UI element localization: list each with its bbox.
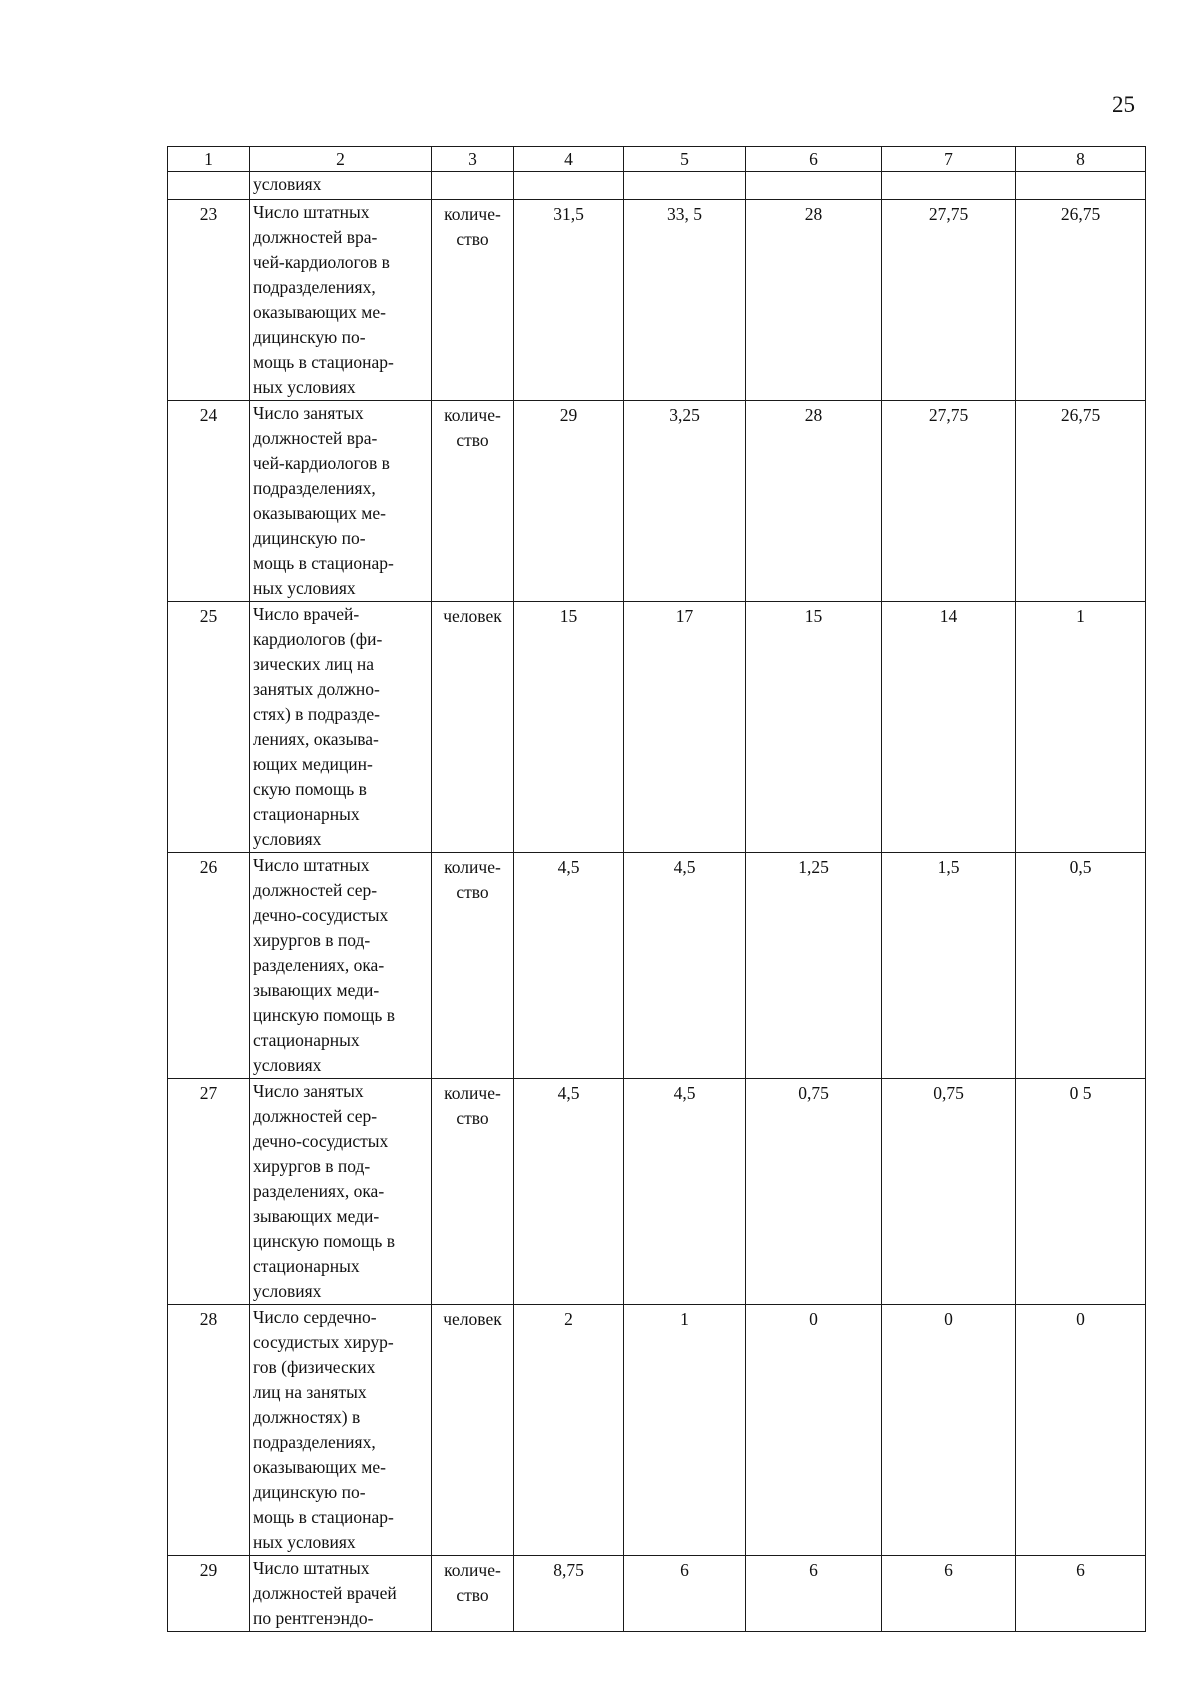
continuation-row xyxy=(168,172,1146,200)
value-cell: 1,5 xyxy=(882,853,1016,1079)
value-cell: 0 xyxy=(746,1305,882,1556)
value-cell: 4,5 xyxy=(514,1079,624,1305)
table-row xyxy=(168,1556,1146,1632)
value-cell: 15 xyxy=(746,602,882,853)
value-cell: 6 xyxy=(882,1556,1016,1632)
value-cell: 29 xyxy=(514,401,624,602)
value-cell: 0,75 xyxy=(746,1079,882,1305)
value-cell: 1 xyxy=(1016,602,1146,853)
row-unit: человек xyxy=(432,1305,514,1556)
row-description: условиях xyxy=(250,172,432,200)
value-cell: 0,75 xyxy=(882,1079,1016,1305)
header-cell: 5 xyxy=(624,147,746,172)
header-cell: 3 xyxy=(432,147,514,172)
row-number: 23 xyxy=(168,200,250,401)
header-row xyxy=(168,147,1146,172)
header-cell: 7 xyxy=(882,147,1016,172)
row-number: 29 xyxy=(168,1556,250,1632)
header-cell: 6 xyxy=(746,147,882,172)
value-cell: 1,25 xyxy=(746,853,882,1079)
value-cell: 4,5 xyxy=(624,853,746,1079)
value-cell: 8,75 xyxy=(514,1556,624,1632)
row-description: Число штатных должностей вра- чей-кардиологов в подразделениях, оказывающих ме- дицинскую по- мощь в стационар- ных условиях xyxy=(250,200,432,401)
value-cell: 28 xyxy=(746,200,882,401)
value-cell: 4,5 xyxy=(514,853,624,1079)
value-cell: 0 xyxy=(1016,1305,1146,1556)
value-cell: 0 5 xyxy=(1016,1079,1146,1305)
row-number-cell xyxy=(168,172,250,200)
value-cell: 0,5 xyxy=(1016,853,1146,1079)
table-row xyxy=(168,200,1146,401)
table-row xyxy=(168,1305,1146,1556)
header-cell: 4 xyxy=(514,147,624,172)
value-cell xyxy=(624,172,746,200)
table-header xyxy=(168,147,1146,172)
value-cell: 14 xyxy=(882,602,1016,853)
page-number: 25 xyxy=(1112,92,1135,117)
value-cell xyxy=(1016,172,1146,200)
value-cell: 33, 5 xyxy=(624,200,746,401)
row-unit: человек xyxy=(432,602,514,853)
header-cell: 8 xyxy=(1016,147,1146,172)
table-row xyxy=(168,853,1146,1079)
row-number: 26 xyxy=(168,853,250,1079)
row-description: Число занятых должностей вра- чей-кардиологов в подразделениях, оказывающих ме- дицинскую по- мощь в стационар- ных условиях xyxy=(250,401,432,602)
row-unit: количе- ство xyxy=(432,200,514,401)
row-number: 27 xyxy=(168,1079,250,1305)
value-cell: 6 xyxy=(1016,1556,1146,1632)
value-cell: 1 xyxy=(624,1305,746,1556)
value-cell: 0 xyxy=(882,1305,1016,1556)
value-cell: 27,75 xyxy=(882,200,1016,401)
value-cell: 6 xyxy=(624,1556,746,1632)
value-cell: 3,25 xyxy=(624,401,746,602)
table-row xyxy=(168,602,1146,853)
value-cell xyxy=(882,172,1016,200)
value-cell: 15 xyxy=(514,602,624,853)
table-row xyxy=(168,1079,1146,1305)
value-cell: 28 xyxy=(746,401,882,602)
row-unit: количе- ство xyxy=(432,1079,514,1305)
row-description: Число штатных должностей сер- дечно-сосудистых хирургов в под- разделениях, ока- зывающих меди- цинскую помощь в стационарных условиях xyxy=(250,853,432,1079)
header-cell: 2 xyxy=(250,147,432,172)
value-cell: 31,5 xyxy=(514,200,624,401)
row-unit: количе- ство xyxy=(432,1556,514,1632)
row-description: Число сердечно- сосудистых хирур- гов (физических лиц на занятых должностях) в подразделениях, оказывающих ме- дицинскую по- мощь в стационар- ных условиях xyxy=(250,1305,432,1556)
row-description: Число врачей- кардиологов (фи- зических лиц на занятых должно- стях) в подразде- лениях, оказыва- ющих медицин- скую помощь в стационарных условиях xyxy=(250,602,432,853)
row-description: Число занятых должностей сер- дечно-сосудистых хирургов в под- разделениях, ока- зывающих меди- цинскую помощь в стационарных условиях xyxy=(250,1079,432,1305)
value-cell: 6 xyxy=(746,1556,882,1632)
value-cell: 17 xyxy=(624,602,746,853)
value-cell xyxy=(514,172,624,200)
table-row xyxy=(168,401,1146,602)
row-unit: количе- ство xyxy=(432,401,514,602)
value-cell: 26,75 xyxy=(1016,200,1146,401)
row-description: Число штатных должностей врачей по рентгенэндо- xyxy=(250,1556,432,1632)
value-cell xyxy=(746,172,882,200)
value-cell: 26,75 xyxy=(1016,401,1146,602)
value-cell: 2 xyxy=(514,1305,624,1556)
row-number: 24 xyxy=(168,401,250,602)
row-number: 25 xyxy=(168,602,250,853)
value-cell: 27,75 xyxy=(882,401,1016,602)
data-table xyxy=(167,146,1146,1632)
row-number: 28 xyxy=(168,1305,250,1556)
table-body xyxy=(168,172,1146,1632)
row-unit xyxy=(432,172,514,200)
header-cell: 1 xyxy=(168,147,250,172)
value-cell: 4,5 xyxy=(624,1079,746,1305)
row-unit: количе- ство xyxy=(432,853,514,1079)
